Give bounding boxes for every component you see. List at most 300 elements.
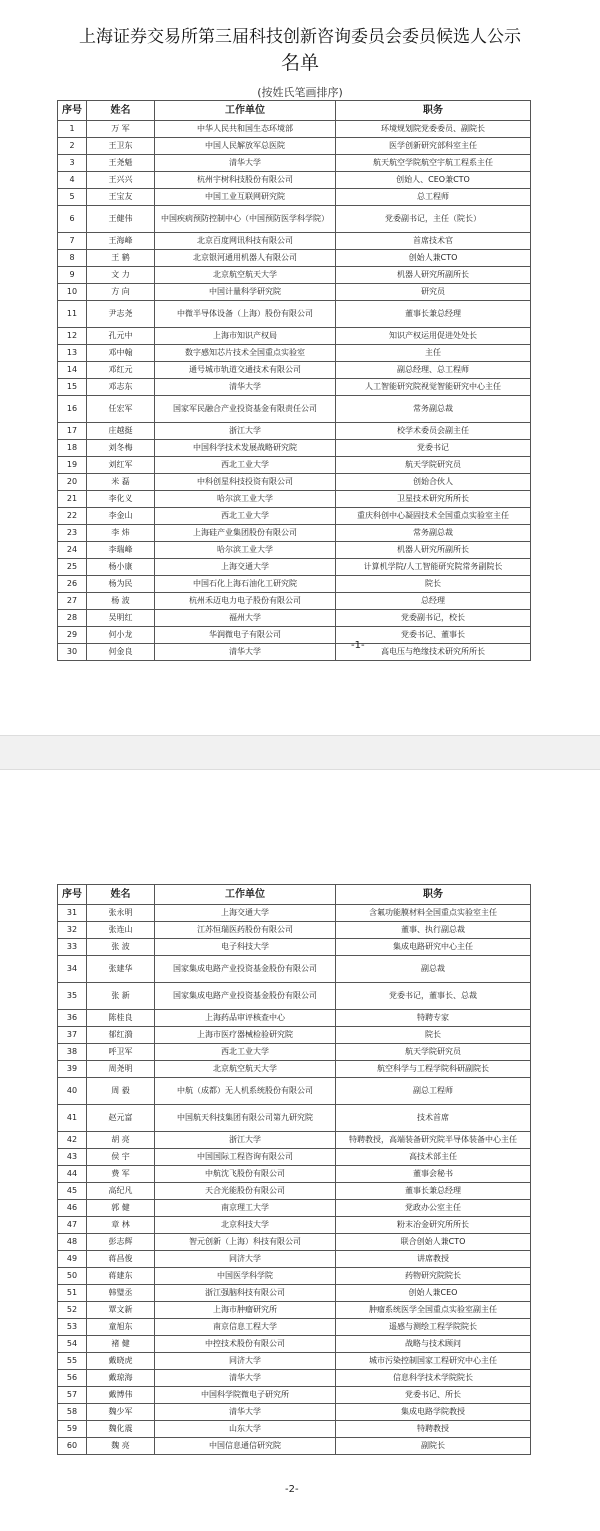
table-row xyxy=(58,379,531,396)
cell-name: 刘红军 xyxy=(87,457,155,474)
cell-unit: 中华人民共和国生态环境部 xyxy=(155,121,336,138)
cell-unit: 西北工业大学 xyxy=(155,457,336,474)
cell-unit: 西北工业大学 xyxy=(155,1044,336,1061)
cell-unit: 同济大学 xyxy=(155,1353,336,1370)
cell-unit: 山东大学 xyxy=(155,1421,336,1438)
cell-name: 戴博伟 xyxy=(87,1387,155,1404)
table-row xyxy=(58,1200,531,1217)
cell-title: 计算机学院/人工智能研究院常务副院长 xyxy=(336,559,531,576)
table-row xyxy=(58,627,531,644)
cell-number: 8 xyxy=(58,250,87,267)
cell-name: 韩璧丞 xyxy=(87,1285,155,1302)
table-row xyxy=(58,644,531,661)
table-row xyxy=(58,1149,531,1166)
table-row xyxy=(58,474,531,491)
table-row xyxy=(58,525,531,542)
cell-number: 4 xyxy=(58,172,87,189)
cell-unit: 中国信息通信研究院 xyxy=(155,1438,336,1455)
cell-name: 周尧明 xyxy=(87,1061,155,1078)
cell-name: 王健伟 xyxy=(87,206,155,233)
cell-name: 魏 亮 xyxy=(87,1438,155,1455)
cell-title: 党委书记，董事长、总裁 xyxy=(336,983,531,1010)
cell-title: 技术首席 xyxy=(336,1105,531,1132)
cell-title: 联合创始人兼CTO xyxy=(336,1234,531,1251)
cell-name: 蒋昌俊 xyxy=(87,1251,155,1268)
cell-number: 58 xyxy=(58,1404,87,1421)
col-header-unit: 工作单位 xyxy=(155,101,336,121)
cell-name: 胡 亮 xyxy=(87,1132,155,1149)
cell-title: 特聘教授 xyxy=(336,1421,531,1438)
cell-title: 党委书记、所长 xyxy=(336,1387,531,1404)
cell-title: 董事、执行副总裁 xyxy=(336,922,531,939)
cell-number: 49 xyxy=(58,1251,87,1268)
cell-title: 城市污染控制国家工程研究中心主任 xyxy=(336,1353,531,1370)
cell-unit: 华润微电子有限公司 xyxy=(155,627,336,644)
cell-unit: 天合光能股份有限公司 xyxy=(155,1183,336,1200)
cell-title: 航天航空学院航空宇航工程系主任 xyxy=(336,155,531,172)
table-row xyxy=(58,956,531,983)
cell-unit: 中国计量科学研究院 xyxy=(155,284,336,301)
cell-title: 研究员 xyxy=(336,284,531,301)
cell-number: 59 xyxy=(58,1421,87,1438)
document-page-2 xyxy=(0,770,600,1531)
cell-title: 首席技术官 xyxy=(336,233,531,250)
cell-unit: 杭州宇树科技股份有限公司 xyxy=(155,172,336,189)
table-row xyxy=(58,155,531,172)
table-row xyxy=(58,922,531,939)
cell-number: 41 xyxy=(58,1105,87,1132)
cell-unit: 中国科学技术发展战略研究院 xyxy=(155,440,336,457)
cell-title: 院长 xyxy=(336,1027,531,1044)
cell-number: 24 xyxy=(58,542,87,559)
table-row xyxy=(58,423,531,440)
table-row xyxy=(58,1027,531,1044)
table-row xyxy=(58,189,531,206)
table-row xyxy=(58,1217,531,1234)
cell-number: 13 xyxy=(58,345,87,362)
table-header-row xyxy=(58,101,531,121)
cell-name: 吴明红 xyxy=(87,610,155,627)
cell-name: 王海峰 xyxy=(87,233,155,250)
cell-title: 主任 xyxy=(336,345,531,362)
cell-title: 副总裁 xyxy=(336,956,531,983)
cell-name: 杨为民 xyxy=(87,576,155,593)
cell-title: 董事会秘书 xyxy=(336,1166,531,1183)
cell-number: 30 xyxy=(58,644,87,661)
cell-name: 蒋建东 xyxy=(87,1268,155,1285)
col-header-no: 序号 xyxy=(58,101,87,121)
table-row xyxy=(58,1078,531,1105)
cell-title: 讲席教授 xyxy=(336,1251,531,1268)
cell-number: 1 xyxy=(58,121,87,138)
cell-unit: 福州大学 xyxy=(155,610,336,627)
col-header-no: 序号 xyxy=(58,885,87,905)
cell-title: 常务副总裁 xyxy=(336,525,531,542)
cell-name: 李 炜 xyxy=(87,525,155,542)
page-number: -2- xyxy=(285,1484,299,1495)
cell-unit: 中国航天科技集团有限公司第九研究院 xyxy=(155,1105,336,1132)
cell-number: 16 xyxy=(58,396,87,423)
cell-title: 党委副书记，校长 xyxy=(336,610,531,627)
table-row xyxy=(58,559,531,576)
cell-name: 王兴兴 xyxy=(87,172,155,189)
cell-name: 陈桂良 xyxy=(87,1010,155,1027)
cell-title: 粉末冶金研究所所长 xyxy=(336,1217,531,1234)
cell-name: 邓中翰 xyxy=(87,345,155,362)
cell-name: 张连山 xyxy=(87,922,155,939)
cell-number: 47 xyxy=(58,1217,87,1234)
cell-title: 机器人研究所副所长 xyxy=(336,542,531,559)
cell-title: 航天学院研究员 xyxy=(336,1044,531,1061)
cell-unit: 北京百度网讯科技有限公司 xyxy=(155,233,336,250)
table-row xyxy=(58,1010,531,1027)
table-row xyxy=(58,1061,531,1078)
cell-title: 校学术委员会副主任 xyxy=(336,423,531,440)
cell-name: 张 新 xyxy=(87,983,155,1010)
cell-unit: 上海药品审评核查中心 xyxy=(155,1010,336,1027)
table-row xyxy=(58,1353,531,1370)
cell-unit: 中国医学科学院 xyxy=(155,1268,336,1285)
cell-number: 18 xyxy=(58,440,87,457)
cell-number: 14 xyxy=(58,362,87,379)
cell-name: 覃文新 xyxy=(87,1302,155,1319)
cell-unit: 哈尔滨工业大学 xyxy=(155,542,336,559)
table-row xyxy=(58,905,531,922)
cell-unit: 上海硅产业集团股份有限公司 xyxy=(155,525,336,542)
table-row xyxy=(58,284,531,301)
cell-title: 总工程师 xyxy=(336,189,531,206)
cell-unit: 中航沈飞股份有限公司 xyxy=(155,1166,336,1183)
table-row xyxy=(58,576,531,593)
cell-unit: 西北工业大学 xyxy=(155,508,336,525)
cell-unit: 通号城市轨道交通技术有限公司 xyxy=(155,362,336,379)
cell-name: 戴晓虎 xyxy=(87,1353,155,1370)
cell-title: 医学创新研究部科室主任 xyxy=(336,138,531,155)
cell-number: 51 xyxy=(58,1285,87,1302)
cell-title: 党委书记 xyxy=(336,440,531,457)
cell-number: 11 xyxy=(58,301,87,328)
cell-name: 尹志尧 xyxy=(87,301,155,328)
cell-name: 李金山 xyxy=(87,508,155,525)
cell-unit: 北京银河通用机器人有限公司 xyxy=(155,250,336,267)
cell-title: 创始人兼CTO xyxy=(336,250,531,267)
cell-title: 党委副书记，主任（院长） xyxy=(336,206,531,233)
cell-number: 54 xyxy=(58,1336,87,1353)
cell-name: 王卫东 xyxy=(87,138,155,155)
table-row xyxy=(58,1302,531,1319)
cell-number: 21 xyxy=(58,491,87,508)
cell-number: 42 xyxy=(58,1132,87,1149)
cell-name: 赵元富 xyxy=(87,1105,155,1132)
cell-number: 39 xyxy=(58,1061,87,1078)
table-row xyxy=(58,939,531,956)
cell-number: 37 xyxy=(58,1027,87,1044)
cell-title: 董事长兼总经理 xyxy=(336,1183,531,1200)
document-title-line2: 名单 xyxy=(280,52,319,74)
cell-name: 王宝友 xyxy=(87,189,155,206)
table-row xyxy=(58,396,531,423)
cell-title: 集成电路学院教授 xyxy=(336,1404,531,1421)
cell-title: 集成电路研究中心主任 xyxy=(336,939,531,956)
cell-title: 副院长 xyxy=(336,1438,531,1455)
cell-unit: 北京科技大学 xyxy=(155,1217,336,1234)
cell-name: 郭 健 xyxy=(87,1200,155,1217)
cell-unit: 电子科技大学 xyxy=(155,939,336,956)
cell-title: 环境规划院党委委员、副院长 xyxy=(336,121,531,138)
cell-title: 航天学院研究员 xyxy=(336,457,531,474)
cell-title: 航空科学与工程学院科研副院长 xyxy=(336,1061,531,1078)
table-row xyxy=(58,1234,531,1251)
cell-title: 重庆科创中心凝固技术全国重点实验室主任 xyxy=(336,508,531,525)
cell-unit: 南京理工大学 xyxy=(155,1200,336,1217)
cell-unit: 国家集成电路产业投资基金股份有限公司 xyxy=(155,983,336,1010)
cell-number: 57 xyxy=(58,1387,87,1404)
cell-title: 机器人研究所副所长 xyxy=(336,267,531,284)
cell-title: 高电压与绝缘技术研究所所长 xyxy=(336,644,531,661)
cell-number: 12 xyxy=(58,328,87,345)
cell-title: 药物研究院院长 xyxy=(336,1268,531,1285)
cell-name: 周 毅 xyxy=(87,1078,155,1105)
col-header-title: 职务 xyxy=(336,101,531,121)
cell-number: 29 xyxy=(58,627,87,644)
table-row xyxy=(58,1044,531,1061)
cell-name: 侯 宇 xyxy=(87,1149,155,1166)
cell-title: 特聘教授，高端装备研究院半导体装备中心主任 xyxy=(336,1132,531,1149)
cell-unit: 清华大学 xyxy=(155,1370,336,1387)
cell-number: 22 xyxy=(58,508,87,525)
cell-number: 45 xyxy=(58,1183,87,1200)
cell-title: 董事长兼总经理 xyxy=(336,301,531,328)
cell-name: 孔元中 xyxy=(87,328,155,345)
cell-title: 信息科学技术学院院长 xyxy=(336,1370,531,1387)
cell-number: 9 xyxy=(58,267,87,284)
cell-number: 10 xyxy=(58,284,87,301)
cell-name: 张永明 xyxy=(87,905,155,922)
cell-title: 特聘专家 xyxy=(336,1010,531,1027)
cell-name: 戴琼海 xyxy=(87,1370,155,1387)
cell-number: 17 xyxy=(58,423,87,440)
cell-unit: 上海市肿瘤研究所 xyxy=(155,1302,336,1319)
cell-title: 院长 xyxy=(336,576,531,593)
table-row xyxy=(58,542,531,559)
cell-number: 25 xyxy=(58,559,87,576)
cell-name: 高纪凡 xyxy=(87,1183,155,1200)
cell-name: 任宏军 xyxy=(87,396,155,423)
candidate-table-page1 xyxy=(57,100,531,661)
cell-unit: 北京航空航天大学 xyxy=(155,267,336,284)
table-row xyxy=(58,267,531,284)
table-row xyxy=(58,328,531,345)
cell-number: 23 xyxy=(58,525,87,542)
cell-unit: 上海交通大学 xyxy=(155,905,336,922)
cell-title: 战略与技术顾问 xyxy=(336,1336,531,1353)
table-row xyxy=(58,250,531,267)
cell-number: 34 xyxy=(58,956,87,983)
cell-name: 王尧魁 xyxy=(87,155,155,172)
cell-number: 56 xyxy=(58,1370,87,1387)
cell-name: 呼卫军 xyxy=(87,1044,155,1061)
cell-number: 44 xyxy=(58,1166,87,1183)
table-row xyxy=(58,233,531,250)
cell-number: 53 xyxy=(58,1319,87,1336)
cell-title: 党委书记、董事长 xyxy=(336,627,531,644)
cell-name: 张建华 xyxy=(87,956,155,983)
cell-number: 5 xyxy=(58,189,87,206)
cell-unit: 中国工业互联网研究院 xyxy=(155,189,336,206)
table-row xyxy=(58,1105,531,1132)
cell-unit: 浙江大学 xyxy=(155,423,336,440)
table-row xyxy=(58,1336,531,1353)
table-row xyxy=(58,983,531,1010)
cell-name: 章 林 xyxy=(87,1217,155,1234)
cell-unit: 国家军民融合产业投资基金有限责任公司 xyxy=(155,396,336,423)
cell-unit: 中国国际工程咨询有限公司 xyxy=(155,1149,336,1166)
cell-title: 副总工程师 xyxy=(336,1078,531,1105)
cell-name: 褚 健 xyxy=(87,1336,155,1353)
cell-unit: 中国疾病预防控制中心（中国预防医学科学院） xyxy=(155,206,336,233)
cell-unit: 浙江强脑科技有限公司 xyxy=(155,1285,336,1302)
col-header-name: 姓名 xyxy=(87,885,155,905)
cell-number: 28 xyxy=(58,610,87,627)
cell-title: 党政办公室主任 xyxy=(336,1200,531,1217)
cell-name: 张 波 xyxy=(87,939,155,956)
cell-number: 7 xyxy=(58,233,87,250)
cell-number: 2 xyxy=(58,138,87,155)
cell-title: 肿瘤系统医学全国重点实验室副主任 xyxy=(336,1302,531,1319)
table-row xyxy=(58,1166,531,1183)
cell-name: 何金良 xyxy=(87,644,155,661)
cell-number: 32 xyxy=(58,922,87,939)
table-row xyxy=(58,1285,531,1302)
cell-title: 创始人兼CEO xyxy=(336,1285,531,1302)
cell-unit: 清华大学 xyxy=(155,155,336,172)
cell-title: 创始人、CEO兼CTO xyxy=(336,172,531,189)
cell-number: 31 xyxy=(58,905,87,922)
cell-title: 含氟功能膜材料全国重点实验室主任 xyxy=(336,905,531,922)
cell-number: 27 xyxy=(58,593,87,610)
table-row xyxy=(58,508,531,525)
table-row xyxy=(58,121,531,138)
cell-title: 创始合伙人 xyxy=(336,474,531,491)
cell-name: 万 军 xyxy=(87,121,155,138)
cell-number: 3 xyxy=(58,155,87,172)
cell-name: 杨小康 xyxy=(87,559,155,576)
cell-unit: 哈尔滨工业大学 xyxy=(155,491,336,508)
cell-unit: 数字感知芯片技术全国重点实验室 xyxy=(155,345,336,362)
page-separator xyxy=(0,735,600,770)
cell-number: 52 xyxy=(58,1302,87,1319)
table-row xyxy=(58,1132,531,1149)
cell-number: 40 xyxy=(58,1078,87,1105)
table-row xyxy=(58,440,531,457)
cell-number: 15 xyxy=(58,379,87,396)
cell-unit: 杭州禾迈电力电子股份有限公司 xyxy=(155,593,336,610)
table-row xyxy=(58,138,531,155)
table-row xyxy=(58,1183,531,1200)
cell-name: 邓红元 xyxy=(87,362,155,379)
table-row xyxy=(58,1438,531,1455)
cell-title: 知识产权运用促进处处长 xyxy=(336,328,531,345)
table-row xyxy=(58,172,531,189)
table-row xyxy=(58,1387,531,1404)
cell-unit: 中国科学院微电子研究所 xyxy=(155,1387,336,1404)
col-header-name: 姓名 xyxy=(87,101,155,121)
table-row xyxy=(58,1404,531,1421)
table-row xyxy=(58,457,531,474)
cell-number: 60 xyxy=(58,1438,87,1455)
cell-title: 人工智能研究院视觉智能研究中心主任 xyxy=(336,379,531,396)
cell-title: 遥感与测绘工程学院院长 xyxy=(336,1319,531,1336)
cell-unit: 清华大学 xyxy=(155,644,336,661)
cell-unit: 上海市知识产权局 xyxy=(155,328,336,345)
cell-number: 35 xyxy=(58,983,87,1010)
table-row xyxy=(58,1421,531,1438)
cell-number: 38 xyxy=(58,1044,87,1061)
cell-unit: 同济大学 xyxy=(155,1251,336,1268)
cell-number: 46 xyxy=(58,1200,87,1217)
cell-unit: 清华大学 xyxy=(155,379,336,396)
cell-name: 彭志辉 xyxy=(87,1234,155,1251)
cell-number: 55 xyxy=(58,1353,87,1370)
table-row xyxy=(58,1319,531,1336)
document-page-1 xyxy=(0,0,600,735)
cell-unit: 中国石化上海石油化工研究院 xyxy=(155,576,336,593)
cell-unit: 江苏恒瑞医药股份有限公司 xyxy=(155,922,336,939)
cell-unit: 浙江大学 xyxy=(155,1132,336,1149)
cell-unit: 上海市医疗器械检验研究院 xyxy=(155,1027,336,1044)
document-title: 上海证券交易所第三届科技创新咨询委员会委员候选人公示 xyxy=(79,27,521,47)
table-row xyxy=(58,206,531,233)
cell-unit: 中微半导体设备（上海）股份有限公司 xyxy=(155,301,336,328)
table-row xyxy=(58,301,531,328)
cell-title: 高技术部主任 xyxy=(336,1149,531,1166)
cell-name: 魏少军 xyxy=(87,1404,155,1421)
cell-name: 刘冬梅 xyxy=(87,440,155,457)
sort-note: (按姓氏笔画排序) xyxy=(257,86,343,99)
page-number: -1- xyxy=(351,640,365,651)
table-row xyxy=(58,345,531,362)
cell-name: 费 军 xyxy=(87,1166,155,1183)
cell-name: 何小龙 xyxy=(87,627,155,644)
cell-name: 王 鹤 xyxy=(87,250,155,267)
cell-title: 常务副总裁 xyxy=(336,396,531,423)
cell-title: 卫星技术研究所所长 xyxy=(336,491,531,508)
cell-name: 文 力 xyxy=(87,267,155,284)
table-row xyxy=(58,1251,531,1268)
table-header-row xyxy=(58,885,531,905)
cell-unit: 上海交通大学 xyxy=(155,559,336,576)
cell-unit: 中控技术股份有限公司 xyxy=(155,1336,336,1353)
col-header-title: 职务 xyxy=(336,885,531,905)
cell-name: 米 磊 xyxy=(87,474,155,491)
col-header-unit: 工作单位 xyxy=(155,885,336,905)
table-row xyxy=(58,593,531,610)
cell-name: 邓志东 xyxy=(87,379,155,396)
cell-number: 26 xyxy=(58,576,87,593)
cell-unit: 智元创新（上海）科技有限公司 xyxy=(155,1234,336,1251)
cell-number: 48 xyxy=(58,1234,87,1251)
cell-unit: 国家集成电路产业投资基金股份有限公司 xyxy=(155,956,336,983)
cell-number: 43 xyxy=(58,1149,87,1166)
cell-title: 副总经理、总工程师 xyxy=(336,362,531,379)
cell-number: 36 xyxy=(58,1010,87,1027)
cell-number: 6 xyxy=(58,206,87,233)
cell-unit: 中航（成都）无人机系统股份有限公司 xyxy=(155,1078,336,1105)
cell-number: 33 xyxy=(58,939,87,956)
cell-name: 杨 波 xyxy=(87,593,155,610)
cell-number: 50 xyxy=(58,1268,87,1285)
cell-unit: 中科创星科技投资有限公司 xyxy=(155,474,336,491)
